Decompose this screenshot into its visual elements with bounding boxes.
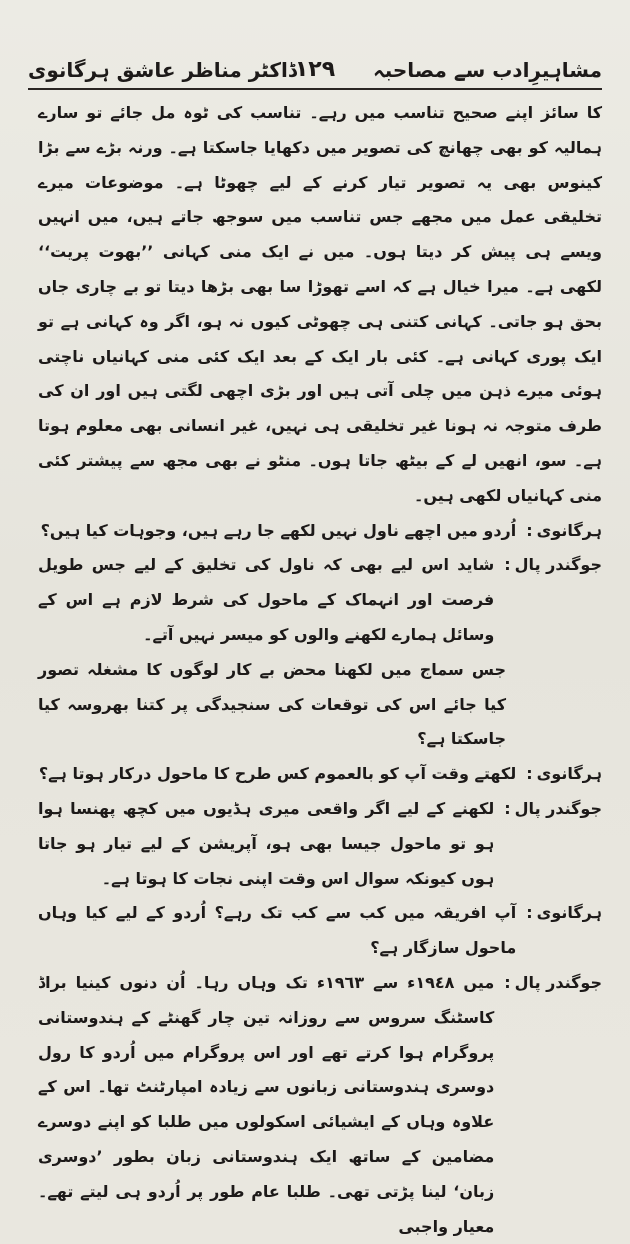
page-header xyxy=(28,50,602,90)
speech-text: شاید اس لیے بھی کہ ناول کی تخلیق کے لیے جس طویل فرصت اور انہماک کے ماحول کی شرط لازم ہے اس کے وسائل ہمارے لکھنے والوں کو میسر نہیں آتے۔ xyxy=(38,555,495,644)
speaker-label: جوگندر پال: xyxy=(504,798,602,818)
speech-text: آپ افریقہ میں کب سے کب تک رہے؟ اُردو کے لیے کیا وہاں ماحول سازگار ہے؟ xyxy=(38,903,517,958)
speech-text: لکھنے کے لیے اگر واقعی میری ہڈیوں میں کچھ پھنسا ہوا ہو تو ماحول جیسا بھی ہو، آپریشن کے لیے تیار ہو جاتا ہوں کیونکہ سوال اس وقت اپنی نجات کا ہوتا ہے۔ xyxy=(38,798,495,888)
speech-text: اُردو میں اچھے ناول نہیں لکھے جا رہے ہیں، وجوہات کیا ہیں؟ xyxy=(40,520,517,540)
page-body xyxy=(38,96,602,1236)
interview-answer xyxy=(38,792,602,896)
page-number: ١٢٩ xyxy=(294,57,336,82)
body-paragraph: کا سائز اپنے صحیح تناسب میں رہے۔ تناسب کی ٹوہ مل جائے تو سارے ہمالیہ کو بھی چھانچ کی تصویر میں دکھایا جاسکتا ہے۔ ورنہ بڑے سے بڑا کینوس بھی یہ تصویر تیار کرنے کے لیے چھوٹا ہے۔ موضوعات میرے تخلیقی عمل میں مجھے جس تناسب میں سوجھ جاتے ہیں، میں انہیں ویسے ہی پیش کر دیتا ہوں۔ میں نے ایک منی کہانی ’’بھوت پریت‘‘ لکھی ہے۔ میرا خیال ہے کہ اسے تھوڑا سا بھی بڑھا دیتا تو بے چاری جاں بحق ہو جاتی۔ کہانی کتنی ہی چھوٹی کیوں نہ ہو، اگر وہ کہانی ہے تو ایک پوری کہانی ہے۔ کئی بار ایک کے بعد ایک کئی منی کہانیاں ناچتی ہوئی میرے ذہن میں چلی آتی ہیں اور بڑی اچھی لگتی ہیں اور ان کی طرف متوجہ نہ ہونا غیر تخلیقی ہی نہیں، غیر انسانی بھی معلوم ہوتا ہے۔ سو، انھیں لے کے بیٹھ جاتا ہوں۔ منٹو نے بھی مجھ سے پیشتر کئی منی کہانیاں لکھی ہیں۔ xyxy=(38,103,602,505)
header-rule xyxy=(28,88,602,90)
speaker-label: ہرگانوی: xyxy=(526,903,602,923)
indented-paragraph: جس سماج میں لکھنا محض بے کار لوگوں کا مشغلہ تصور کیا جائے اس کی توقعات کی سنجیدگی پر کتنا بھروسہ کیا جاسکتا ہے؟ xyxy=(38,659,506,749)
interview-answer xyxy=(38,966,602,1244)
interview-question xyxy=(38,514,602,549)
interview-answer xyxy=(38,548,602,652)
speaker-label: ہرگانوی: xyxy=(526,520,602,540)
speech-text: لکھتے وقت آپ کو بالعموم کس طرح کا ماحول درکار ہوتا ہے؟ xyxy=(38,764,517,784)
interview-question xyxy=(38,896,602,966)
speaker-label: جوگندر پال: xyxy=(504,972,602,992)
speaker-label: جوگندر پال: xyxy=(504,555,602,575)
running-title: مشاہیرِادب سے مصاحبہ xyxy=(373,58,602,82)
speech-text: میں ١٩٤٨ء سے ١٩٦٣ء تک وہاں رہا۔ اُن دنوں کینیا براڈ کاسٹنگ سروس سے روزانہ تین چار گھنٹے کے ہندوستانی پروگرام ہوا کرتے تھے اور اس پروگرام میں اُردو کا رول دوسری ہندوستانی زبانوں سے زیادہ امپارٹنٹ تھا۔ اس کے علاوہ وہاں کے ایشیائی اسکولوں میں طلبا کو اپنے دوسرے مضامین کے ساتھ ایک ہندوستانی زبان بطور ’دوسری زبان‘ لینا پڑتی تھی۔ طلبا عام طور پر اُردو ہی لیتے تھے۔ معیار واجبی xyxy=(38,972,495,1236)
speaker-label: ہرگانوی: xyxy=(526,764,602,784)
author-name: ڈاکٹر مناظر عاشق ہرگانوی xyxy=(28,58,297,82)
interview-question xyxy=(38,757,602,792)
